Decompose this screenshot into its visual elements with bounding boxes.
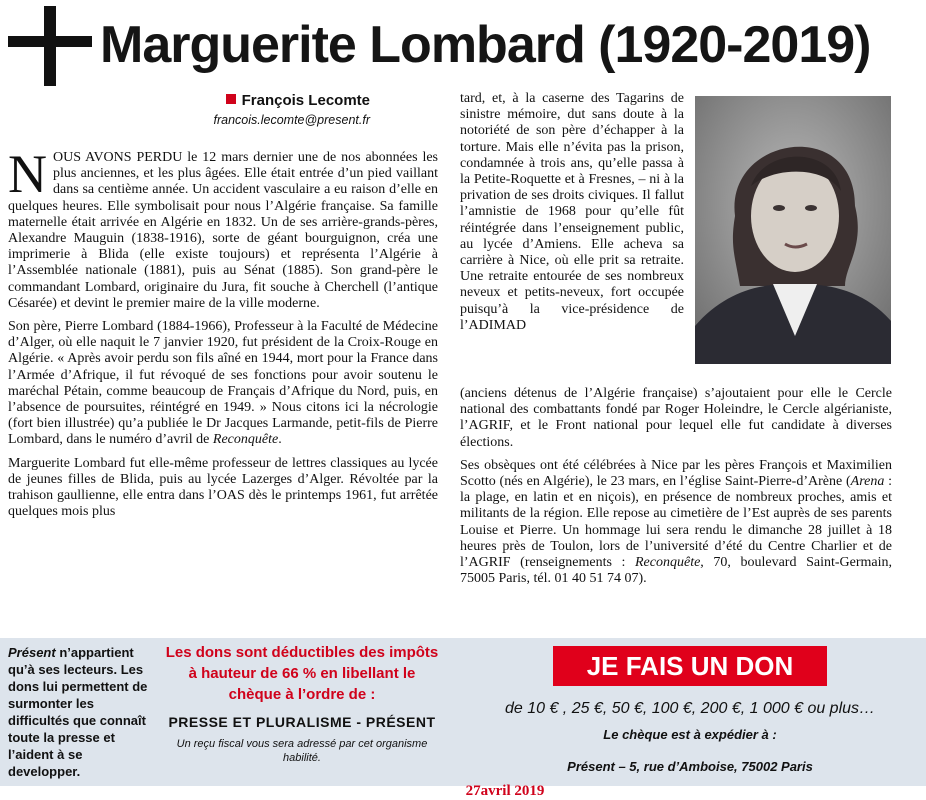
paragraph-career: Marguerite Lombard fut elle-même professeur de lettres classiques au lycée de jeunes filles de Blida, puis au lycée Lazerges d’Alger. Révoltée par la trahison gaullienne, elle entra dans l’OAS dès le printemps 1961, fut arrêtée quelques mois plus <box>8 455 438 520</box>
tax-deduction-text: Les dons sont déductibles des impôts à hauteur de 66 % en libellant le chèque à l’ordre de : <box>165 644 439 703</box>
byline <box>200 91 370 129</box>
paragraph-father: Son père, Pierre Lombard (1884-1966), Professeur à la Faculté de Médecine d’Alger, où elle naquit le 7 janvier 1920, fut président de la Croix-Rouge en Algérie. « Après avoir perdu son fils aîné en 1944, mort pour la France dans l’Armée d’Afrique, il fut révoqué de ses fonctions pour avoir soutenu le maréchal Pétain, comme beaucoup de Français d’Afrique du Nord, puis, en l’absence de poursuites, réintégré en 1949. » Nous citons ici la nécrologie (fort bien illustrée) qu’a publiée le Dr Jacques Larmande, petit-fils de Pierre Lombard, dans le numéro d’avril de Reconquête. <box>8 319 438 448</box>
article-column-right-bottom <box>460 386 892 594</box>
article-column-right-top <box>460 91 684 334</box>
cheque-instruction: Le chèque est à expédier à : <box>603 727 777 742</box>
portrait-icon <box>695 96 891 364</box>
paragraph-prison: tard, et, à la caserne des Tagarins de sinistre mémoire, dut sans doute à la notoriété de son père d’échapper à la torture. Mais elle n’évita pas la prison, condamnée à trois ans, qu’elle passa à la Petite-Roquette et à Fresnes, – ni à la privation de ses droits civiques. Il fallut l’amnistie de 1968 pour qu’elle fût réintégrée dans l’enseignement public, au lycée d’Amiens. Elle acheva sa carrière à Nice, où elle prit sa retraite. Une retraite entourée de ses nombreux neveux et petits-neveux, fort occupée puisqu’à la vice-présidence de l’ADIMAD <box>460 91 684 333</box>
paragraph-associations: (anciens détenus de l’Algérie française) s’ajoutaient pour elle le Cercle national des combattants fondé par Roger Holeindre, le Cercle algérianiste, l’AGRIF, et le Front national pour lequel elle fut candidate à diverses élections. <box>460 386 892 450</box>
donation-banner <box>0 638 926 786</box>
banner-readers-text: Présent n’appartient qu’à ses lecteurs. Les dons lui permettent de surmonter les difficultés que connaît toute la presse et l’aident à se developper. <box>8 645 148 779</box>
donation-amounts: de 10 € , 25 €, 50 €, 100 €, 200 €, 1 000 € ou plus… <box>504 700 876 717</box>
receipt-note: Un reçu fiscal vous sera adressé par cet organisme habilité. <box>176 738 428 764</box>
banner-tax-info <box>162 642 442 765</box>
author-email[interactable]: francois.lecomte@present.fr <box>213 113 370 127</box>
author-name: François Lecomte <box>200 91 370 111</box>
article-column-left <box>8 144 438 527</box>
banner-donate <box>470 646 910 776</box>
issue-date: 27avril 2019 <box>465 783 545 799</box>
portrait-photo <box>695 96 891 364</box>
postal-address: Présent – 5, rue d’Amboise, 75002 Paris <box>567 759 813 774</box>
cross-icon <box>8 6 92 86</box>
paragraph-funeral: Ses obsèques ont été célébrées à Nice par les pères François et Maximilien Scotto (nés en Algérie), le 23 mars, en l’église Saint-Pierre-d’Arène (Arena : la plage, en latin et en niçois), en présence de nombreux proches, amis et militants de la région. Elle repose au cimetière de l’Est auprès de ses parents Louise et Pierre. Un hommage lui sera rendu le dimanche 28 juillet à 18 heures près de Toulon, lors de l’université d’été du Centre Charlier et de l’AGRIF (renseignements : Reconquête, 70, boulevard Saint-Germain, 75005 Paris, tél. 01 40 51 74 07). <box>460 457 892 587</box>
headline: Marguerite Lombard (1920-2019) <box>100 16 871 74</box>
paragraph-intro: NOUS AVONS PERDU le 12 mars dernier une de nos abonnées les plus anciennes, et les plus âgées. Elle était entrée d’un pied vaillant dans sa centième année. Un accident vasculaire a eu raison d’elle en quelques heures. Elle symbolisait pour nous l’Algérie française. Sa famille maternelle était arrivée en Algérie en 1832. Un de ses arrière-grands-pères, Alexandre Mauguin (1838-1916), sorte de géant bourguignon, créa une imprimerie à Blida (elle existe toujours) et représenta l’Algérie à l’Assemblée nationale (1881), puis au Sénat (1885). Son grand-père le commandant Lombard, originaire du Jura, fit souche à Cherchell (l’antique Césarée) et devint le premier maire de la ville moderne. <box>8 144 438 311</box>
donate-button[interactable]: JE FAIS UN DON <box>553 646 827 686</box>
payee-name: PRESSE ET PLURALISME - PRÉSENT <box>168 714 436 730</box>
red-square-icon <box>226 94 236 104</box>
drop-cap: N <box>8 144 47 204</box>
